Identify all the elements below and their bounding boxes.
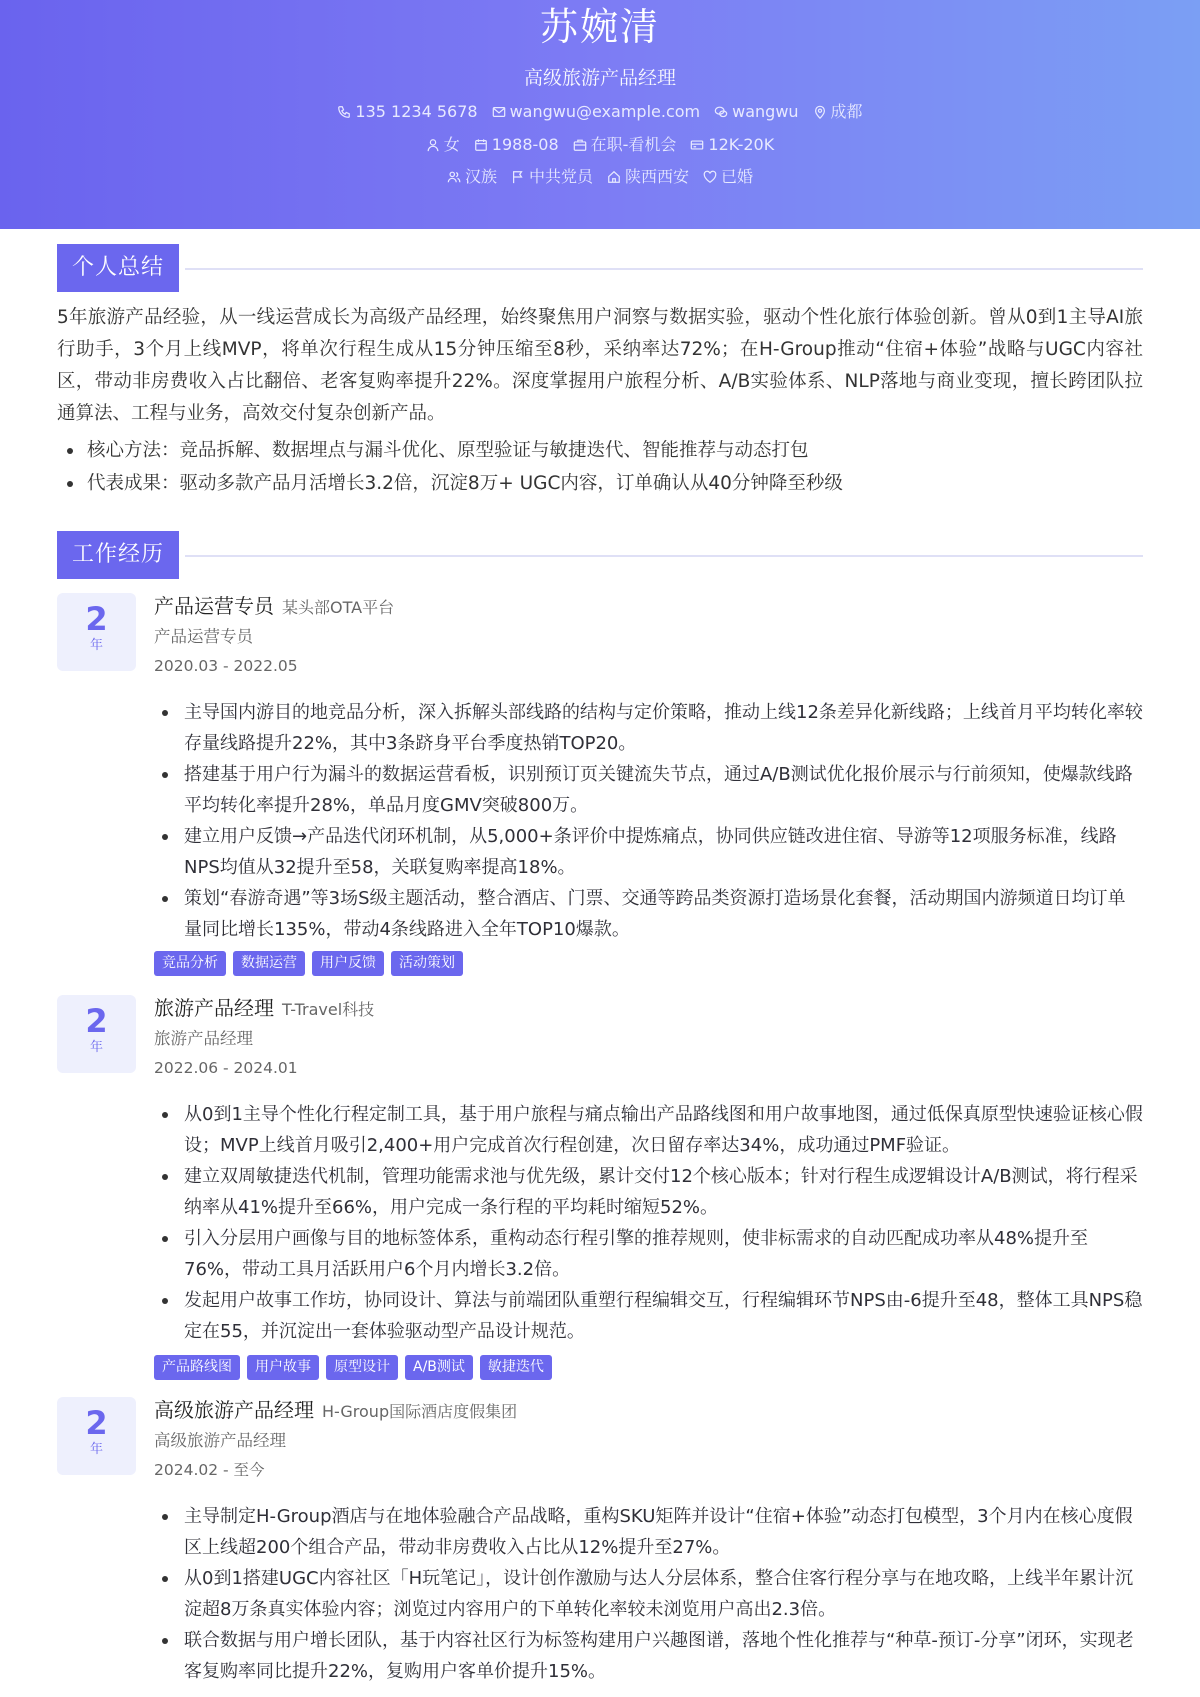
list-item: 代表成果：驱动多款产品月活增长3.2倍，沉淀8万+ UGC内容，订单确认从40分钟降至秒级 bbox=[57, 467, 1143, 500]
job-role: 高级旅游产品经理 bbox=[154, 1398, 314, 1422]
skill-tag: 数据运营 bbox=[233, 951, 305, 976]
contact-location bbox=[813, 100, 863, 124]
background-row bbox=[0, 165, 1200, 189]
politics-text: 中共党员 bbox=[528, 167, 593, 186]
job-title-line bbox=[154, 995, 374, 1023]
job-date: 2024.02 - 至今 bbox=[154, 1461, 265, 1479]
tenure-years: 2 bbox=[85, 1404, 108, 1442]
mail-icon bbox=[492, 105, 506, 119]
list-item: 主导国内游目的地竞品分析，深入拆解头部线路的结构与定价策略，推动上线12条差异化新线路；上线首月平均转化率较存量线路提升22%，其中3条跻身平台季度热销TOP20。 bbox=[154, 697, 1143, 759]
info-marital bbox=[703, 165, 753, 189]
tenure-years: 2 bbox=[85, 1002, 108, 1040]
list-item: 建立双周敏捷迭代机制，管理功能需求池与优先级，累计交付12个核心版本；针对行程生成逻辑设计A/B测试，将行程采纳率从41%提升至66%，用户完成一条行程的平均耗时缩短52%。 bbox=[154, 1161, 1143, 1223]
job-title-line bbox=[154, 593, 394, 621]
job-date: 2020.03 - 2022.05 bbox=[154, 657, 298, 675]
job-company: T-Travel科技 bbox=[282, 1000, 375, 1019]
contact-wechat bbox=[714, 100, 798, 124]
marital-text: 已婚 bbox=[721, 167, 754, 186]
job-date: 2022.06 - 2024.01 bbox=[154, 1059, 298, 1077]
skill-tag: A/B测试 bbox=[405, 1355, 473, 1380]
resume-header bbox=[0, 0, 1200, 229]
tenure-unit: 年 bbox=[89, 1040, 103, 1055]
job-subtitle: 产品运营专员 bbox=[154, 627, 253, 646]
user-icon bbox=[426, 138, 440, 152]
skill-tag: 原型设计 bbox=[326, 1355, 398, 1380]
tenure-years: 2 bbox=[85, 600, 108, 638]
tenure-badge bbox=[57, 593, 136, 671]
contact-row bbox=[0, 100, 1200, 124]
job-entry bbox=[57, 1397, 1143, 1697]
skill-tag: 产品路线图 bbox=[154, 1355, 240, 1380]
skill-tag: 用户反馈 bbox=[312, 951, 384, 976]
contact-phone bbox=[337, 100, 477, 124]
job-entry bbox=[57, 995, 1143, 1385]
personal-row bbox=[0, 133, 1200, 157]
info-birth bbox=[474, 133, 559, 157]
home-icon bbox=[607, 170, 621, 184]
info-hometown bbox=[607, 165, 689, 189]
job-entry bbox=[57, 593, 1143, 983]
list-item: 主导制定H-Group酒店与在地体验融合产品战略，重构SKU矩阵并设计“住宿+体验”动态打包模型，3个月内在核心度假区上线超200个组合产品，带动非房费收入占比从12%提升至27%。 bbox=[154, 1501, 1143, 1563]
ethnicity-text: 汉族 bbox=[464, 167, 497, 186]
contact-email bbox=[492, 100, 701, 124]
tenure-unit: 年 bbox=[89, 1442, 103, 1457]
job-subtitle: 旅游产品经理 bbox=[154, 1029, 253, 1048]
info-status bbox=[573, 133, 677, 157]
job-role: 旅游产品经理 bbox=[154, 996, 274, 1020]
summary-paragraph: 5年旅游产品经验，从一线运营成长为高级产品经理，始终聚焦用户洞察与数据实验，驱动个性化旅行体验创新。曾从0到1主导AI旅行助手，3个月上线MVP，将单次行程生成从15分钟压缩至8秒，采纳率达72%；在H-Group推动“住宿+体验”战略与UGC内容社区，带动非房费收入占比翻倍、老客复购率提升22%。深度掌握用户旅程分析、A/B实验体系、NLP落地与商业变现，擅长跨团队拉通算法、工程与业务，高效交付复杂创新产品。 bbox=[57, 307, 1143, 424]
summary-bullets bbox=[57, 434, 1143, 500]
job-bullets bbox=[154, 1501, 1143, 1687]
skill-tag: 竞品分析 bbox=[154, 951, 226, 976]
info-politics bbox=[511, 165, 593, 189]
list-item: 核心方法：竞品拆解、数据埋点与漏斗优化、原型验证与敏捷迭代、智能推荐与动态打包 bbox=[57, 434, 1143, 467]
tenure-unit: 年 bbox=[89, 638, 103, 653]
skill-tag: 用户故事 bbox=[247, 1355, 319, 1380]
list-item: 搭建基于用户行为漏斗的数据运营看板，识别预订页关键流失节点，通过A/B测试优化报价展示与行前须知，使爆款线路平均转化率提升28%，单品月度GMV突破800万。 bbox=[154, 759, 1143, 821]
summary-section-header bbox=[57, 244, 1143, 292]
birth-text: 1988-08 bbox=[491, 135, 559, 154]
experience-section-header bbox=[57, 531, 1143, 579]
info-ethnicity bbox=[447, 165, 497, 189]
hometown-text: 陕西西安 bbox=[625, 167, 690, 186]
list-item: 发起用户故事工作坊，协同设计、算法与前端团队重塑行程编辑交互，行程编辑环节NPS由-6提升至48，整体工具NPS稳定在55，并沉淀出一套体验驱动型产品设计规范。 bbox=[154, 1285, 1143, 1347]
salary-text: 12K-20K bbox=[708, 135, 775, 154]
tenure-badge bbox=[57, 1397, 136, 1475]
info-salary bbox=[690, 133, 774, 157]
phone-text[interactable]: 135 1234 5678 bbox=[355, 102, 478, 121]
skill-tags bbox=[154, 951, 463, 976]
gender-text: 女 bbox=[443, 135, 460, 154]
location-text: 成都 bbox=[830, 102, 863, 121]
job-company: H-Group国际酒店度假集团 bbox=[322, 1402, 518, 1421]
phone-icon bbox=[337, 105, 351, 119]
skill-tags bbox=[154, 1355, 552, 1380]
list-item: 从0到1主导个性化行程定制工具，基于用户旅程与痛点输出产品路线图和用户故事地图，通过低保真原型快速验证核心假设；MVP上线首月吸引2,400+用户完成首次行程创建，次日留存率达34%，成功通过PMF验证。 bbox=[154, 1099, 1143, 1161]
wechat-text[interactable]: wangwu bbox=[732, 102, 799, 121]
job-bullets bbox=[154, 697, 1143, 945]
job-title-line bbox=[154, 1397, 517, 1425]
job-subtitle: 高级旅游产品经理 bbox=[154, 1431, 286, 1450]
list-item: 建立用户反馈→产品迭代闭环机制，从5,000+条评价中提炼痛点，协同供应链改进住宿、导游等12项服务标准，线路NPS均值从32提升至58，关联复购率提高18%。 bbox=[154, 821, 1143, 883]
section-divider bbox=[185, 268, 1143, 270]
wechat-icon bbox=[714, 105, 728, 119]
list-item: 策划“春游奇遇”等3场S级主题活动，整合酒店、门票、交通等跨品类资源打造场景化套餐，活动期国内游频道日均订单量同比增长135%，带动4条线路进入全年TOP10爆款。 bbox=[154, 883, 1143, 945]
list-item: 联合数据与用户增长团队，基于内容社区行为标签构建用户兴趣图谱，落地个性化推荐与“种草-预订-分享”闭环，实现老客复购率同比提升22%，复购用户客单价提升15%。 bbox=[154, 1625, 1143, 1687]
list-item: 引入分层用户画像与目的地标签体系，重构动态行程引擎的推荐规则，使非标需求的自动匹配成功率从48%提升至76%，带动工具月活跃用户6个月内增长3.2倍。 bbox=[154, 1223, 1143, 1285]
job-bullets bbox=[154, 1099, 1143, 1347]
candidate-name: 苏婉清 bbox=[539, 5, 660, 49]
briefcase-icon bbox=[573, 138, 587, 152]
flag-icon bbox=[511, 170, 525, 184]
tenure-badge bbox=[57, 995, 136, 1073]
location-icon bbox=[813, 105, 827, 119]
skill-tag: 活动策划 bbox=[391, 951, 463, 976]
heart-icon bbox=[703, 170, 717, 184]
info-gender bbox=[426, 133, 460, 157]
salary-icon bbox=[690, 138, 704, 152]
email-text[interactable]: wangwu@example.com bbox=[509, 102, 701, 121]
job-role: 产品运营专员 bbox=[154, 594, 274, 618]
job-company: 某头部OTA平台 bbox=[282, 598, 395, 617]
experience-heading: 工作经历 bbox=[57, 531, 179, 579]
list-item: 从0到1搭建UGC内容社区「H玩笔记」，设计创作激励与达人分层体系，整合住客行程分享与在地攻略，上线半年累计沉淀超8万条真实体验内容；浏览过内容用户的下单转化率较未浏览用户高出2.3倍。 bbox=[154, 1563, 1143, 1625]
status-text: 在职-看机会 bbox=[590, 135, 677, 154]
candidate-title: 高级旅游产品经理 bbox=[523, 67, 676, 89]
section-divider bbox=[185, 555, 1143, 557]
calendar-icon bbox=[474, 138, 488, 152]
summary-heading: 个人总结 bbox=[57, 244, 179, 292]
people-icon bbox=[447, 170, 461, 184]
skill-tag: 敏捷迭代 bbox=[480, 1355, 552, 1380]
